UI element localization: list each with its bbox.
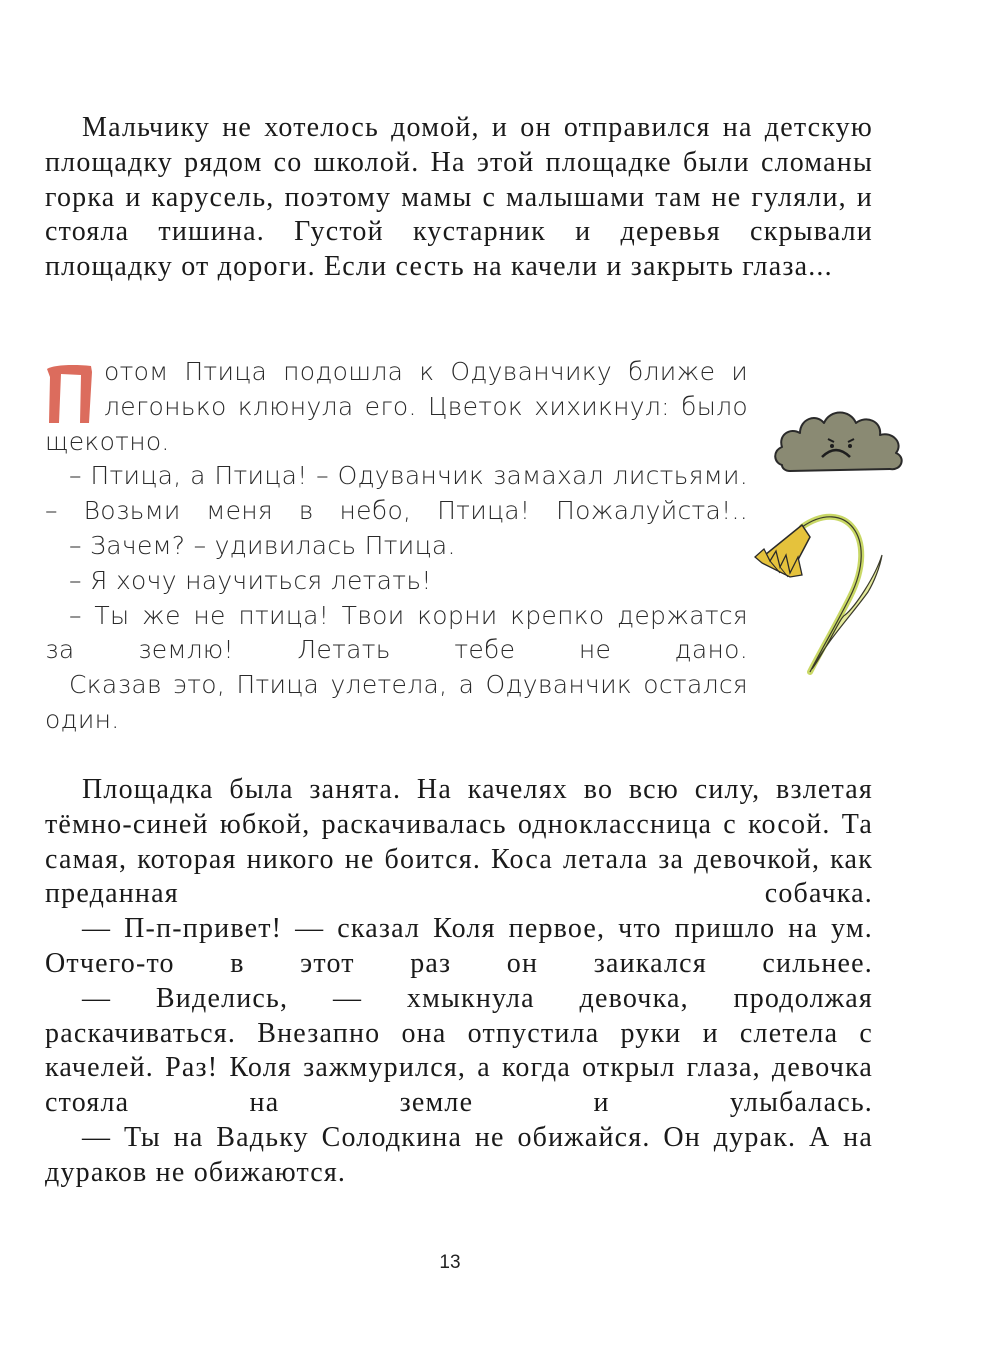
story-paragraph-first bbox=[45, 355, 748, 459]
story-paragraph: – Я хочу научиться летать! bbox=[69, 565, 432, 595]
paragraph: — Виделись, — хмыкнула девочка, продолжая раскачиваться. Внезапно она отпустила руки и слетела с качелей. Раз! Коля зажмурился, а когда открыл глаза, девочка стояла на земле и улыбалась. bbox=[45, 982, 873, 1119]
story-paragraph: – Ты же не птица! Твои корни крепко держатся за землю! Летать тебе не дано. bbox=[45, 600, 748, 665]
story-paragraph: – Птица, а Птица! – Одуванчик замахал листьями. – Возьми меня в небо, Птица! Пожалуйста!.. bbox=[45, 461, 748, 526]
story-text: отом Птица подошла к Одуванчику ближе и легонько клюнула его. Цветок хихикнул: было щекотно. bbox=[45, 357, 748, 456]
paragraph: Мальчику не хотелось домой, и он отправился на детскую площадку рядом со школой. На этой площадке были сломаны горка и карусель, поэтому мамы с малышами там не гуляли, и стояла тишина. Густой кустарник и деревья скрывали площадку от дороги. Если сесть на качели и закрыть глаза... bbox=[45, 112, 873, 283]
paragraph: Площадка была занята. На качелях во всю силу, взлетая тёмно-синей юбкой, раскачивалась одноклассница с косой. Та самая, которая никого не боится. Коса летала за девочкой, как преданная собачка. bbox=[45, 774, 873, 910]
narrative-block-top bbox=[45, 111, 873, 285]
paragraph: — Ты на Вадьку Солодкина не обижайся. Он дурак. А на дураков не обижаются. bbox=[45, 1121, 873, 1188]
story-paragraph: Сказав это, Птица улетела, а Одуванчик остался один. bbox=[45, 670, 748, 734]
paragraph: — П-п-привет! — сказал Коля первое, что пришло на ум. Отчего-то в этот раз он заикался сильнее. bbox=[45, 913, 873, 979]
sad-cloud-icon bbox=[770, 395, 915, 485]
drop-cap bbox=[45, 363, 95, 423]
drooping-dandelion-icon bbox=[750, 497, 890, 682]
fairy-tale-insert bbox=[45, 355, 748, 738]
narrative-block-bottom bbox=[45, 773, 873, 1191]
story-paragraph: – Зачем? – удивилась Птица. bbox=[69, 530, 456, 560]
page-number: 13 bbox=[439, 1252, 461, 1273]
drop-cap-shape bbox=[45, 363, 95, 423]
